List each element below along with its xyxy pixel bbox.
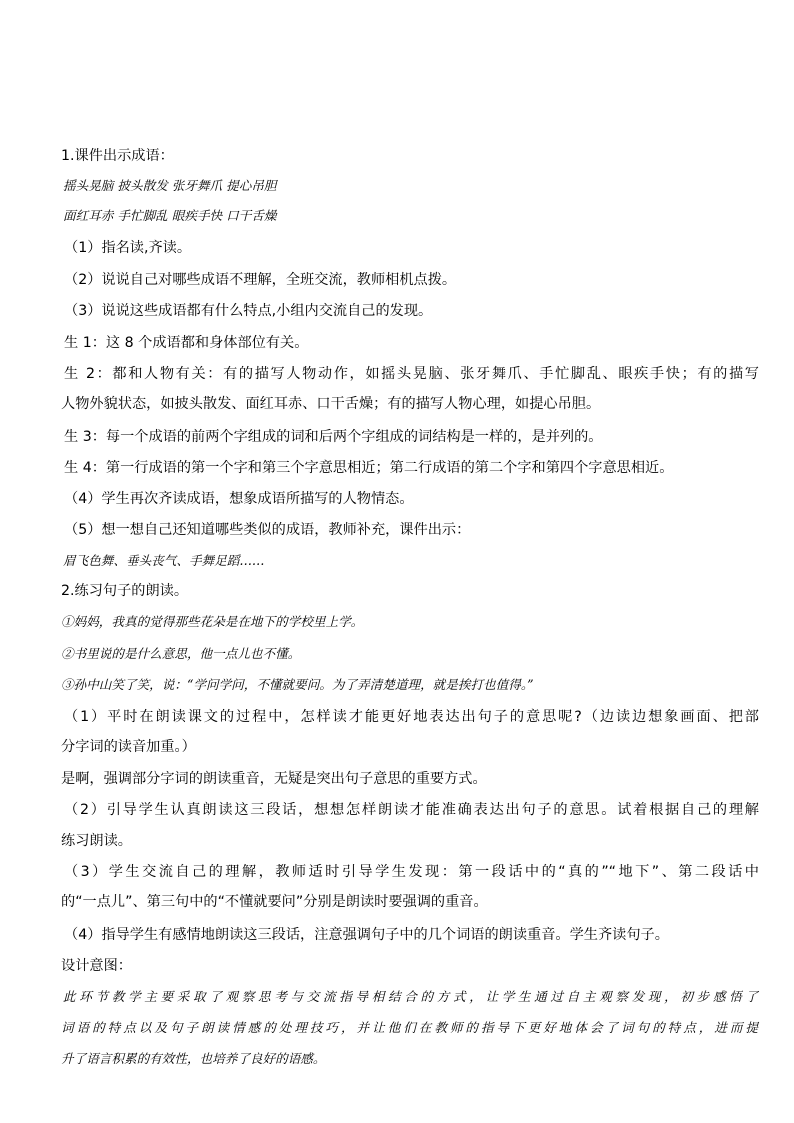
idiom-row-1: 摇头晃脑 披头散发 张牙舞爪 提心吊胆 bbox=[63, 178, 277, 193]
paragraph-line: 生 2：都和人物有关：有的描写人物动作，如摇头晃脑、张牙舞爪、手忙脚乱、眼疾手快；有的描写 bbox=[64, 366, 759, 382]
paragraph-line: （4）学生再次齐读成语，想象成语所描写的人物情态。 bbox=[64, 491, 414, 507]
sentence-2: ②书里说的是什么意思，他一点儿也不懂。 bbox=[61, 646, 301, 661]
paragraph-line: 分字词的读音加重。） bbox=[61, 739, 196, 755]
section-heading-1: 1.课件出示成语： bbox=[61, 148, 174, 164]
design-intent-line: 此环节教学主要采取了观察思考与交流指导相结合的方式，让学生通过自主观察发现，初步感悟了 bbox=[63, 989, 758, 1004]
paragraph-line: 生 4：第一行成语的第一个字和第三个字意思相近；第二行成语的第二个字和第四个字意思相近。 bbox=[64, 460, 674, 476]
section-heading-2: 2.练习句子的朗读。 bbox=[61, 583, 189, 599]
design-intent-heading: 设计意图： bbox=[61, 958, 132, 974]
paragraph-line: 生 3：每一个成语的前两个字组成的词和后两个字组成的词结构是一样的，是并列的。 bbox=[64, 429, 603, 445]
paragraph-line: 生 1：这 8 个成语都和身体部位有关。 bbox=[64, 335, 309, 351]
paragraph-line: （3）学生交流自己的理解，教师适时引导学生发现：第一段话中的“真的”“地下”、第二段话中 bbox=[64, 864, 759, 880]
paragraph-line: 练习朗读。 bbox=[61, 833, 132, 849]
design-intent-line: 词语的特点以及句子朗读情感的处理技巧，并让他们在教师的指导下更好地体会了词句的特点，进而提 bbox=[61, 1020, 758, 1035]
paragraph-line: 人物外貌状态，如披头散发、面红耳赤、口干舌燥；有的描写人物心理，如提心吊胆。 bbox=[61, 396, 601, 412]
design-intent-line: 升了语言积累的有效性，也培养了良好的语感。 bbox=[61, 1051, 326, 1066]
paragraph-line: （2）说说自己对哪些成语不理解，全班交流，教师相机点拨。 bbox=[64, 272, 457, 288]
paragraph-line: （3）说说这些成语都有什么特点,小组内交流自己的发现。 bbox=[64, 303, 433, 319]
sentence-1: ①妈妈，我真的觉得那些花朵是在地下的学校里上学。 bbox=[61, 614, 364, 629]
paragraph-line: （2）引导学生认真朗读这三段话，想想怎样朗读才能准确表达出句子的意思。试着根据自己的理解 bbox=[64, 802, 759, 818]
paragraph-line: （1）平时在朗读课文的过程中，怎样读才能更好地表达出句子的意思呢?（边读边想象画面、把部 bbox=[64, 709, 759, 725]
paragraph-line: （1）指名读,齐读。 bbox=[64, 240, 192, 256]
idiom-row-3: 眉飞色舞、垂头丧气、手舞足蹈…… bbox=[63, 553, 265, 568]
paragraph-line: 是啊，强调部分字词的朗读重音，无疑是突出句子意思的重要方式。 bbox=[61, 771, 487, 787]
paragraph-line: 的“一点儿”、第三句中的“不懂就要问”分别是朗读时要强调的重音。 bbox=[61, 894, 488, 910]
idiom-row-2: 面红耳赤 手忙脚乱 眼疾手快 口干舌燥 bbox=[63, 208, 277, 223]
paragraph-line: （4）指导学生有感情地朗读这三段话，注意强调句子中的几个词语的朗读重音。学生齐读句子。 bbox=[64, 927, 669, 943]
paragraph-line: （5）想一想自己还知道哪些类似的成语，教师补充，课件出示： bbox=[64, 522, 471, 538]
sentence-3: ③孙中山笑了笑，说：“学问学问，不懂就要问。为了弄清楚道理，就是挨打也值得。” bbox=[61, 677, 534, 692]
